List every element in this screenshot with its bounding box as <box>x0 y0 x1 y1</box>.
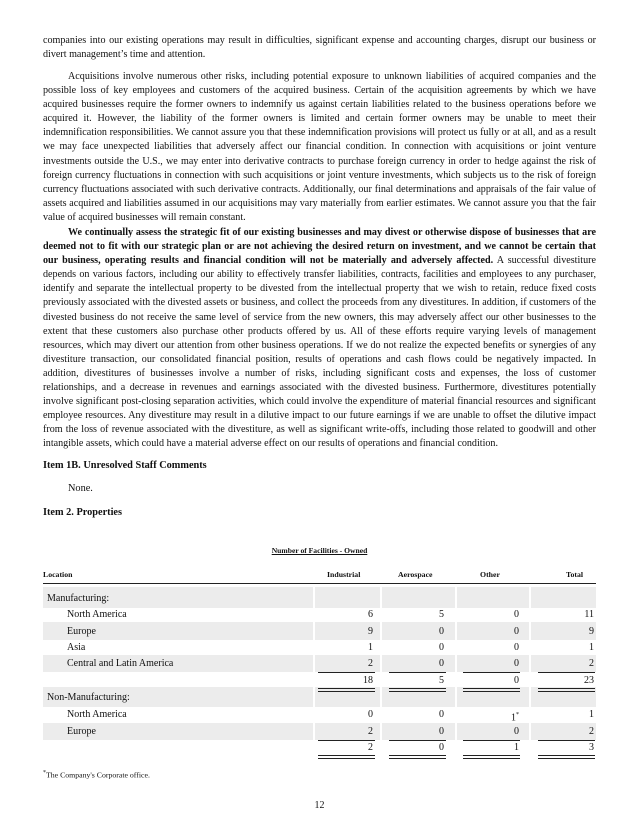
subtotal-rule <box>538 672 595 673</box>
cell-other-value: 1 <box>511 712 516 724</box>
cell-industrial: 2 <box>368 726 373 737</box>
table-title: Number of Facilities - Owned <box>271 546 368 555</box>
total-total: 23 <box>584 675 594 686</box>
column-separator <box>380 587 382 757</box>
item-1b-text: None. <box>68 483 93 494</box>
total-double-rule <box>318 688 375 692</box>
cell-total: 11 <box>584 609 594 620</box>
total-double-rule <box>538 688 595 692</box>
cell-other <box>465 708 519 725</box>
total-industrial: 18 <box>363 675 373 686</box>
cell-aerospace: 0 <box>439 709 444 720</box>
cell-aerospace: 0 <box>439 658 444 669</box>
cell-total: 1 <box>589 642 594 653</box>
subtotal-rule <box>463 672 520 673</box>
cell-aerospace: 0 <box>439 642 444 653</box>
column-separator <box>529 587 531 757</box>
column-separator <box>455 587 457 757</box>
total-double-rule <box>463 688 520 692</box>
item-2-heading: Item 2. Properties <box>43 507 123 518</box>
cell-aerospace: 0 <box>439 626 444 637</box>
total-double-rule <box>538 755 595 759</box>
footnote-marker: * <box>516 712 519 718</box>
cell-other: 0 <box>514 642 519 653</box>
cell-other: 0 <box>514 626 519 637</box>
cell-other: 0 <box>514 609 519 620</box>
total-total: 3 <box>589 742 594 753</box>
total-aerospace: 5 <box>439 675 444 686</box>
row-location: North America <box>67 609 127 620</box>
cell-other: 0 <box>514 726 519 737</box>
paragraph-continuation: companies into our existing operations may result in difficulties, significant expense and accounting charges, disrupt our business or divert management’s time and attention. <box>43 35 596 61</box>
header-rule <box>43 583 596 584</box>
paragraph-acquisitions-risks: Acquisitions involve numerous other risks, including potential exposure to unknown liabilities of acquired companies and the possible loss of key employees and customers of the acquired business. Certain of the acquisition agreements by which we have acquired businesses require the former owners to indemnify us against certain liabilities related to the business operations before we acquired it. However, the liability of the former owners is limited and certain former owners may be unable to meet their indemnification responsibilities. We cannot assure you that these indemnification provisions will protect us fully or at all, and as a result we may face unexpected liabilities that adversely affect our financial condition. In connection with acquisitions or joint venture investments outside the U.S., we may enter into derivative contracts to purchase foreign currency in order to hedge against the risk of foreign currency fluctuations in connection with such acquisitions or joint venture investments, which subjects us to the risk of foreign currency fluctuations associated with such derivative contracts. Additionally, our final determinations and appraisals of the fair value of assets acquired and liabilities assumed in our acquisitions may vary materially from earlier estimates. We cannot assure you that the fair value of acquired businesses will remain constant. <box>43 71 596 223</box>
section-label-non-manufacturing: Non-Manufacturing: <box>47 692 130 703</box>
cell-industrial: 0 <box>368 709 373 720</box>
footnote-mark: * <box>43 770 46 776</box>
row-location: Central and Latin America <box>67 658 174 669</box>
cell-industrial: 9 <box>368 626 373 637</box>
cell-aerospace: 5 <box>439 609 444 620</box>
page-number: 12 <box>314 800 325 811</box>
cell-industrial: 2 <box>368 658 373 669</box>
total-other: 1 <box>514 742 519 753</box>
cell-total: 9 <box>589 626 594 637</box>
row-location: Asia <box>67 642 86 653</box>
total-double-rule <box>389 755 446 759</box>
row-location: Europe <box>67 626 96 637</box>
total-aerospace: 0 <box>439 742 444 753</box>
subtotal-rule <box>318 672 375 673</box>
col-header-aerospace: Aerospace <box>398 570 433 579</box>
row-shade <box>43 587 596 608</box>
total-double-rule <box>463 755 520 759</box>
item-1b-heading: Item 1B. Unresolved Staff Comments <box>43 460 207 471</box>
cell-industrial: 6 <box>368 609 373 620</box>
cell-total: 1 <box>589 709 594 720</box>
divestiture-risk-body: A successful divestiture depends on various factors, including our ability to effectively transfer liabilities, contracts, facilities and employees to any purchaser, identify and separate the intellectual property to be divested from the intellectual property that we wish to retain, reduce fixed costs previously associated with the divested assets or business, and collect the proceeds from any divestitures. In addition, if customers of the divested business do not receive the same level of service from the new owners, this may adversely affect our other businesses to the extent that these customers also purchase other products offered by us. All of these efforts require varying levels of management resources, which may divert our attention from other business operations. If we do not realize the expected benefits or synergies of any divestiture transaction, our consolidated financial position, results of operations and cash flows could be negatively impacted. In addition, divestitures of businesses involve a number of risks, including significant costs and expenses, the loss of customer relationships, and a decrease in revenues and earnings associated with the divested business. Furthermore, divestitures potentially involve significant post-closing separation activities, which could involve the expenditure of material financial resources and significant employee resources. Any divestiture may result in a dilutive impact to our future earnings if we are unable to offset the dilutive impact from the loss of revenue associated with the divestiture, as well as significant write-offs, including those related to goodwill and other intangible assets, which could have a material adverse effect on our results of operations and financial condition. <box>43 255 596 450</box>
total-other: 0 <box>514 675 519 686</box>
total-double-rule <box>389 688 446 692</box>
total-double-rule <box>318 755 375 759</box>
cell-total: 2 <box>589 726 594 737</box>
cell-industrial: 1 <box>368 642 373 653</box>
col-header-total: Total <box>566 570 584 579</box>
subtotal-rule <box>389 672 446 673</box>
row-location: Europe <box>67 726 96 737</box>
footnote-text: The Company's Corporate office. <box>46 770 150 780</box>
row-location: North America <box>67 709 127 720</box>
table-footnote <box>43 770 150 780</box>
section-label-manufacturing: Manufacturing: <box>47 593 110 604</box>
cell-total: 2 <box>589 658 594 669</box>
col-header-location: Location <box>43 570 73 579</box>
total-industrial: 2 <box>368 742 373 753</box>
cell-aerospace: 0 <box>439 726 444 737</box>
divestiture-risk-heading: We continually assess the strategic fit of our existing businesses and may divest or otherwise dispose of businesses that are deemed not to fit with our strategic plan or are not achieving the desired return on investment, and we cannot be certain that our business, operating results and financial condition will not be materially and adversely affected. <box>43 227 596 267</box>
column-separator <box>313 587 315 757</box>
col-header-industrial: Industrial <box>327 570 361 579</box>
col-header-other: Other <box>480 570 500 579</box>
cell-other: 0 <box>514 658 519 669</box>
paragraph-divestitures <box>43 226 596 452</box>
